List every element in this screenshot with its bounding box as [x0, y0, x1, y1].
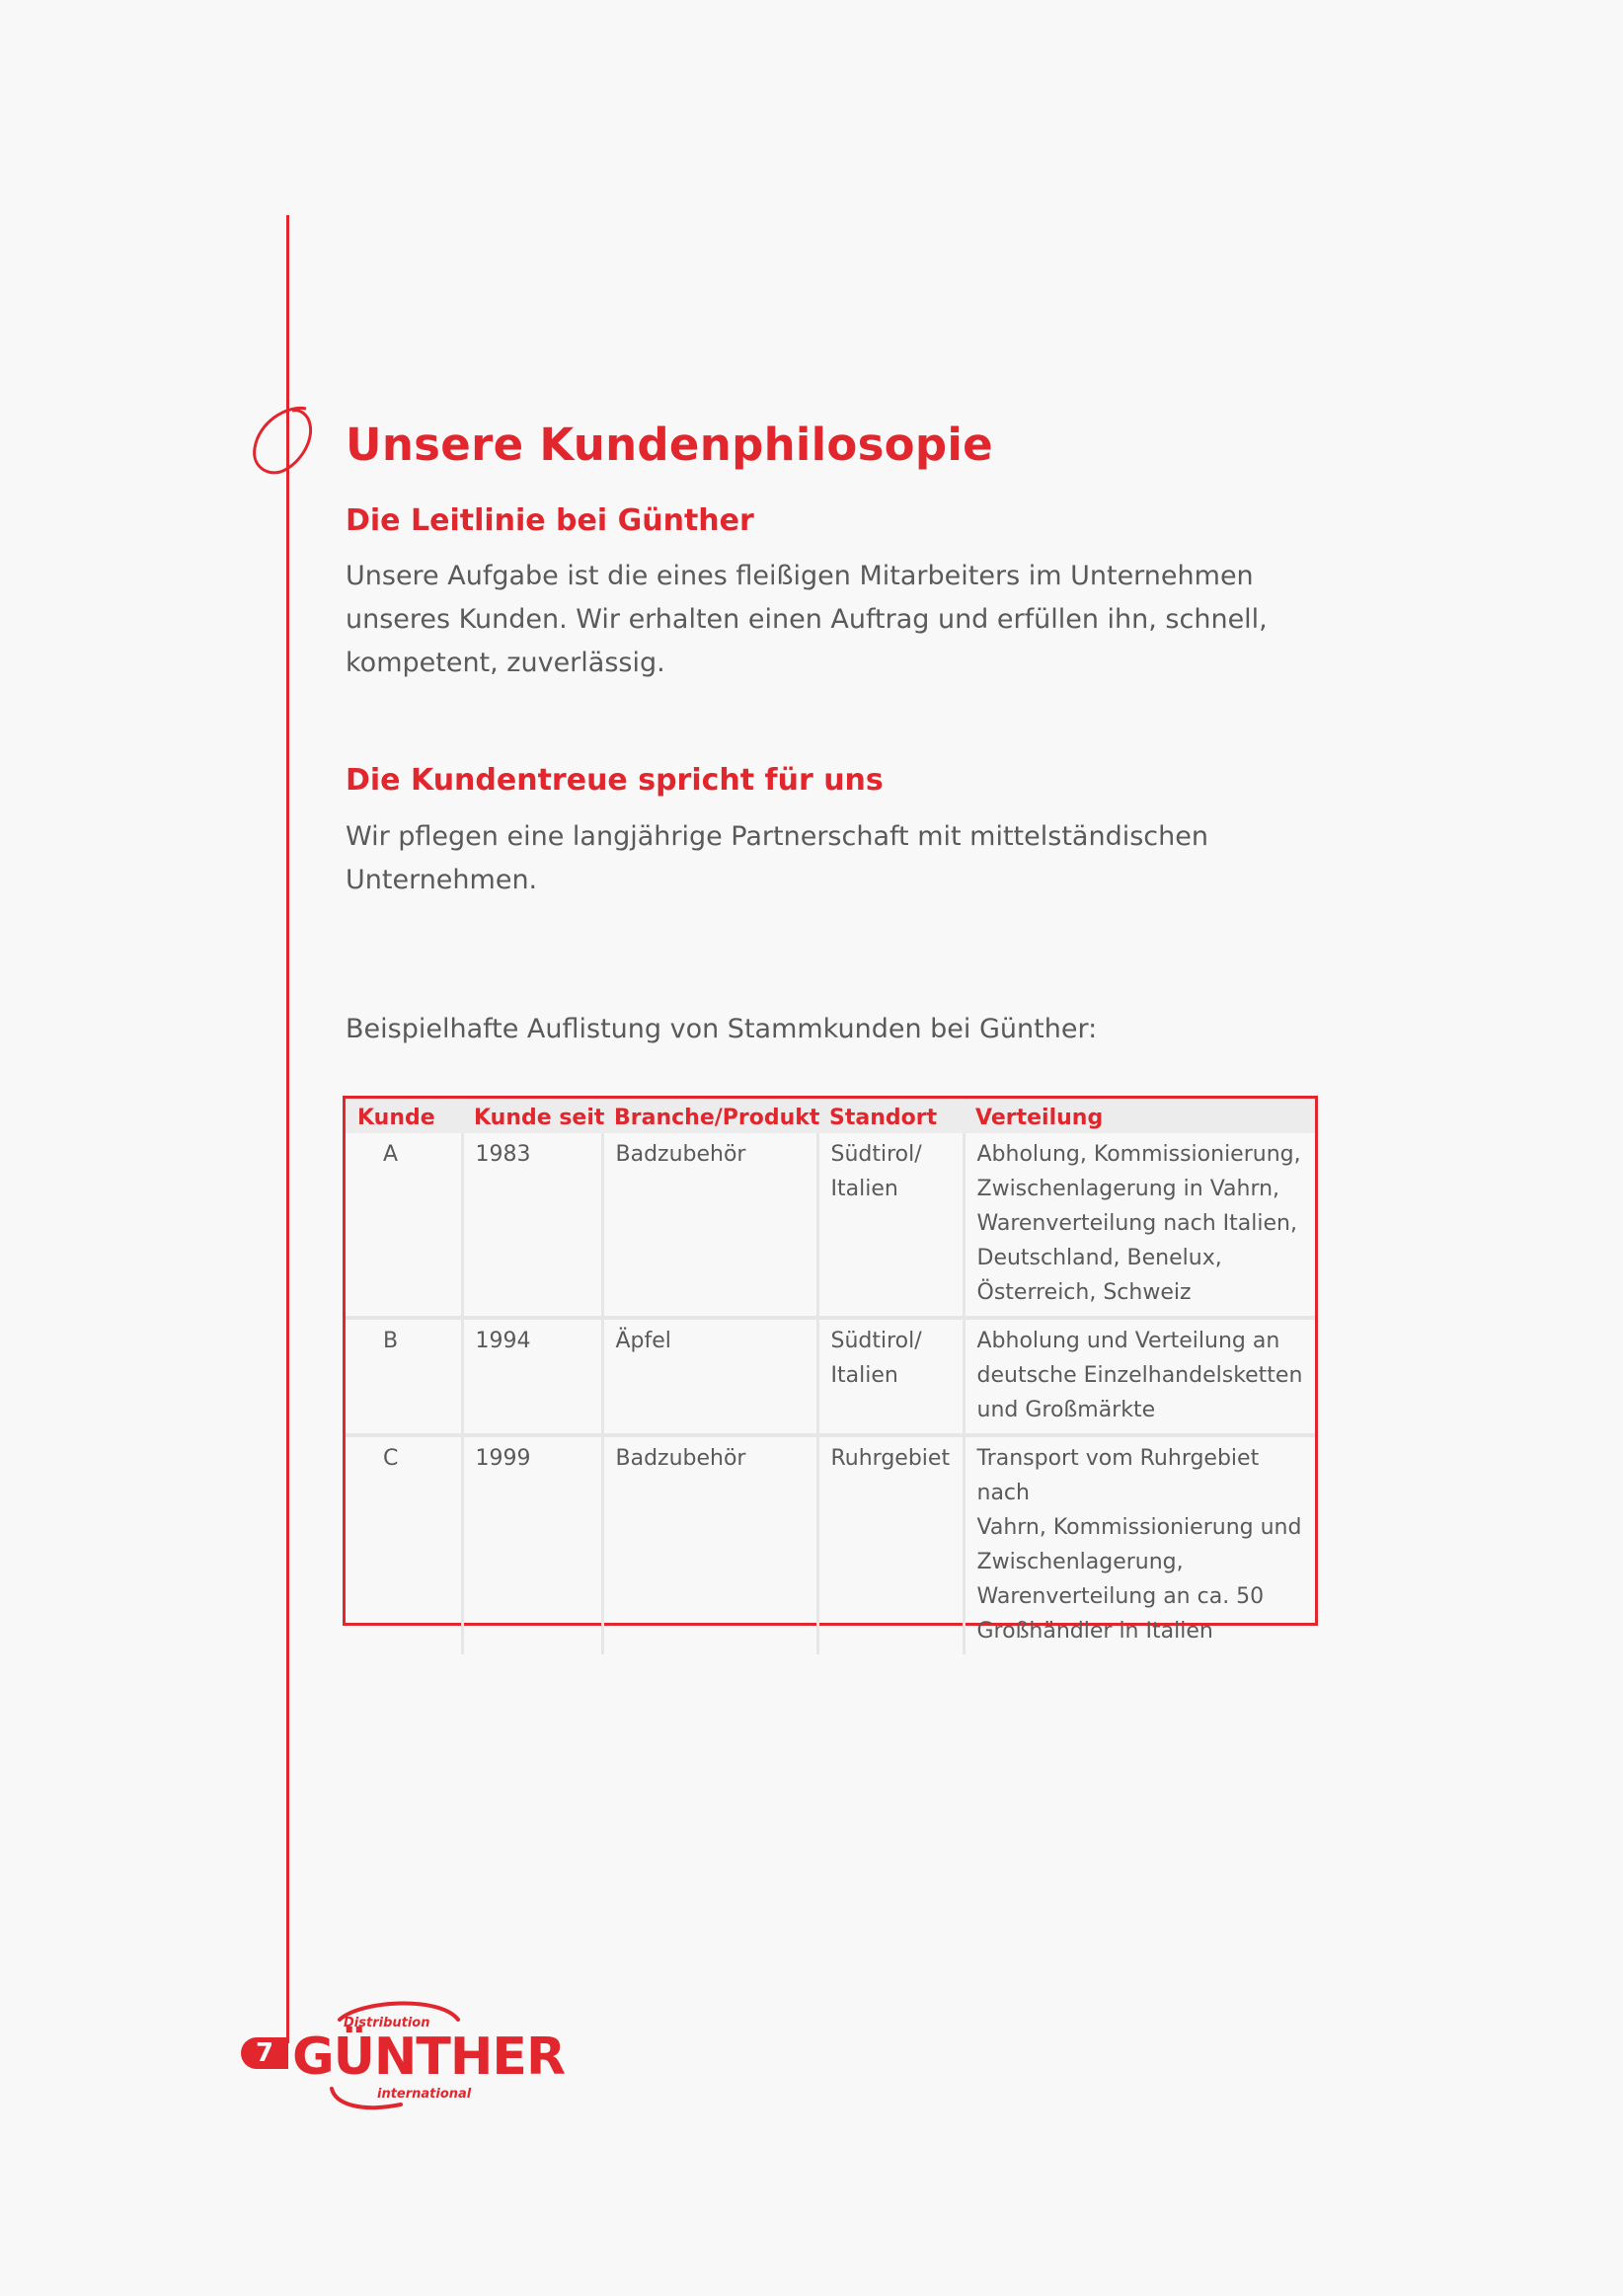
column-header-kunde-seit: Kunde seit	[462, 1099, 602, 1133]
cell-verteilung: Transport vom Ruhrgebiet nach Vahrn, Kommissionierung und Zwischenlagerung, Warenverteilung an ca. 50 Großhändler in Italien	[964, 1435, 1315, 1654]
cell-verteilung: Abholung, Kommissionierung, Zwischenlagerung in Vahrn, Warenverteilung nach Italien, Deutschland, Benelux, Österreich, Schweiz	[964, 1133, 1315, 1318]
cell-standort: Südtirol/ Italien	[817, 1133, 964, 1318]
cell-kunde-seit: 1994	[462, 1318, 602, 1435]
customer-table	[343, 1096, 1318, 1644]
cell-standort: Südtirol/ Italien	[817, 1318, 964, 1435]
table-row	[346, 1318, 1315, 1435]
page-number-badge: 7	[241, 2037, 288, 2069]
cell-kunde: C	[346, 1435, 462, 1654]
table-row	[346, 1133, 1315, 1318]
table-row	[346, 1435, 1315, 1654]
logo-wordmark: GÜNTHER	[292, 2028, 565, 2087]
column-header-standort: Standort	[817, 1099, 964, 1133]
logo-international-text: international	[377, 2087, 472, 2102]
cell-kunde-seit: 1983	[462, 1133, 602, 1318]
circle-swoosh-icon	[249, 403, 328, 482]
section-text-leitlinie: Unsere Aufgabe ist die eines fleißigen Mitarbeiters im Unternehmen unseres Kunden. Wir erhalten einen Auftrag und erfüllen ihn, schnell, kompetent, zuverlässig.	[346, 561, 1268, 678]
logo-distribution-text: Distribution	[344, 2016, 430, 2030]
table-header-row	[346, 1099, 1315, 1133]
cell-branche: Badzubehör	[602, 1435, 817, 1654]
section-heading-leitlinie: Die Leitlinie bei Günther	[346, 503, 754, 538]
cell-branche: Badzubehör	[602, 1133, 817, 1318]
cell-verteilung: Abholung und Verteilung an deutsche Einzelhandelsketten und Großmärkte	[964, 1318, 1315, 1435]
section-heading-kundentreue: Die Kundentreue spricht für uns	[346, 763, 884, 798]
guenther-logo	[292, 1994, 565, 2112]
section-text-kundentreue: Wir pflegen eine langjährige Partnerschaft mit mittelständischen Unternehmen.	[346, 821, 1208, 895]
cell-standort: Ruhrgebiet	[817, 1435, 964, 1654]
column-header-verteilung: Verteilung	[964, 1099, 1315, 1133]
cell-kunde: B	[346, 1318, 462, 1435]
cell-kunde: A	[383, 1142, 399, 1167]
vertical-red-rule	[286, 215, 289, 2043]
table-intro: Beispielhafte Auflistung von Stammkunden bei Günther:	[346, 1014, 1098, 1044]
cell-branche: Äpfel	[602, 1318, 817, 1435]
column-header-kunde: Kunde	[346, 1099, 462, 1133]
column-header-branche: Branche/Produkt	[602, 1099, 817, 1133]
page-title: Unsere Kundenphilosopie	[346, 419, 993, 471]
cell-kunde-seit: 1999	[462, 1435, 602, 1654]
